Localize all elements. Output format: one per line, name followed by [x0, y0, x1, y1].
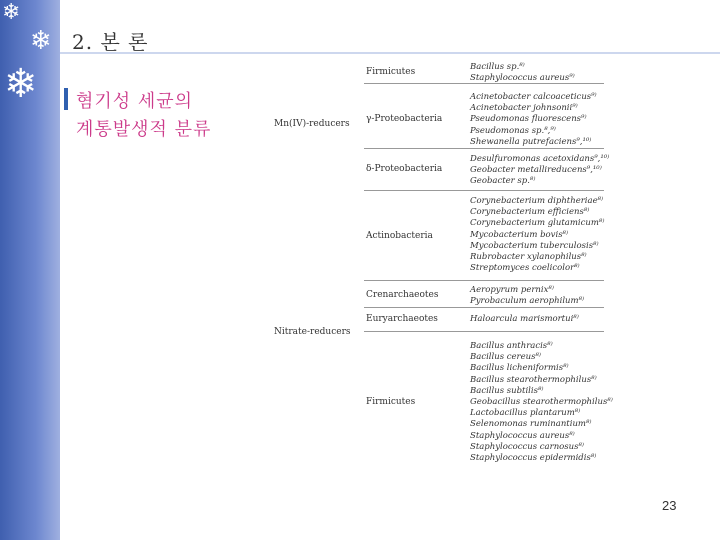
- phylum-label: γ-Proteobacteria: [366, 114, 443, 124]
- snowflake-icon: ❄: [4, 61, 38, 107]
- organism-name: Corynebacterium efficiens⁸⁾: [470, 207, 590, 218]
- organism-name: Rubrobacter xylanophilus⁸⁾: [470, 252, 587, 263]
- phylum-label: δ-Proteobacteria: [366, 164, 443, 174]
- organism-name: Bacillus cereus⁸⁾: [470, 352, 541, 363]
- organism-name: Geobacter metallireducens⁹,¹⁰⁾: [470, 165, 602, 176]
- organism-name: Streptomyces coelicolor⁸⁾: [470, 263, 580, 274]
- organism-name: Geobacillus stearothermophilus⁸⁾: [470, 397, 613, 408]
- table-divider: [364, 331, 604, 332]
- phylum-label: Crenarchaeotes: [366, 290, 439, 300]
- phylum-label: Firmicutes: [366, 67, 416, 77]
- page-title: 2. 본 론: [72, 30, 149, 54]
- organism-list: [470, 341, 613, 464]
- organism-name: Pyrobaculum aerophilum⁸⁾: [470, 296, 585, 307]
- organism-name: Aeropyrum pernix⁸⁾: [470, 285, 554, 295]
- section-title-line: 혐기성 세균의: [76, 91, 194, 112]
- organism-name: Lactobacillus plantarum⁸⁾: [470, 408, 581, 419]
- organism-name: Bacillus subtilis⁸⁾: [470, 385, 544, 396]
- phylum-label: Firmicutes: [366, 397, 416, 407]
- title-marker: [64, 88, 68, 110]
- organism-name: Mycobacterium bovis⁸⁾: [470, 229, 569, 240]
- title-underline: [60, 52, 720, 54]
- organism-name: Bacillus anthracis⁸⁾: [470, 341, 553, 351]
- organism-list: [470, 62, 575, 84]
- group-label-nitrate-reducers: Nitrate-reducers: [274, 327, 351, 337]
- organism-list: [470, 92, 597, 148]
- organism-name: Acinetobacter johnsonii⁹⁾: [470, 103, 578, 114]
- organism-name: Acinetobacter calcoaceticus⁹⁾: [470, 92, 597, 102]
- organism-list: [470, 314, 579, 325]
- phylum-label: Euryarchaeotes: [366, 314, 438, 324]
- organism-name: Desulfuromonas acetoxidans⁹,¹⁰⁾: [470, 154, 610, 164]
- organism-name: Selenomonas ruminantium⁸⁾: [470, 419, 592, 430]
- organism-name: Geobacter sp.⁸⁾: [470, 176, 536, 187]
- organism-name: Pseudomonas fluorescens⁹⁾: [470, 114, 587, 125]
- table-divider: [364, 190, 604, 191]
- table-divider: [364, 148, 604, 149]
- organism-name: Bacillus stearothermophilus⁸⁾: [470, 374, 597, 385]
- organism-name: Corynebacterium glutamicum⁸⁾: [470, 218, 605, 229]
- organism-name: Staphylococcus carnosus⁸⁾: [470, 441, 584, 452]
- organism-list: [470, 154, 609, 188]
- organism-name: Shewanella putrefaciens⁹,¹⁰⁾: [470, 136, 592, 147]
- organism-name: Corynebacterium diphtheriae⁸⁾: [470, 196, 604, 206]
- table-divider: [364, 280, 604, 281]
- section-title: [76, 88, 211, 144]
- organism-name: Bacillus licheniformis⁸⁾: [470, 363, 569, 374]
- snowflake-icon: ❄: [2, 0, 21, 25]
- organism-name: Staphylococcus aureus⁹⁾: [470, 73, 575, 84]
- organism-name: Bacillus sp.⁸⁾: [470, 62, 525, 72]
- group-label-mn-reducers: Mn(IV)-reducers: [274, 119, 350, 129]
- organism-name: Staphylococcus epidermidis⁸⁾: [470, 453, 597, 464]
- snowflake-icon: ❄: [30, 26, 52, 56]
- page-number: 23: [662, 498, 677, 513]
- section-title-line: 계통발생적 분류: [76, 119, 212, 140]
- organism-name: Haloarcula marismortui⁸⁾: [470, 314, 579, 324]
- organism-name: Mycobacterium tuberculosis⁸⁾: [470, 240, 599, 251]
- organism-list: [470, 285, 584, 307]
- phylum-label: Actinobacteria: [366, 231, 433, 241]
- organism-name: Pseudomonas sp.⁸,⁹⁾: [470, 125, 556, 136]
- organism-name: Staphylococcus aureus⁸⁾: [470, 430, 575, 441]
- organism-list: [470, 196, 604, 274]
